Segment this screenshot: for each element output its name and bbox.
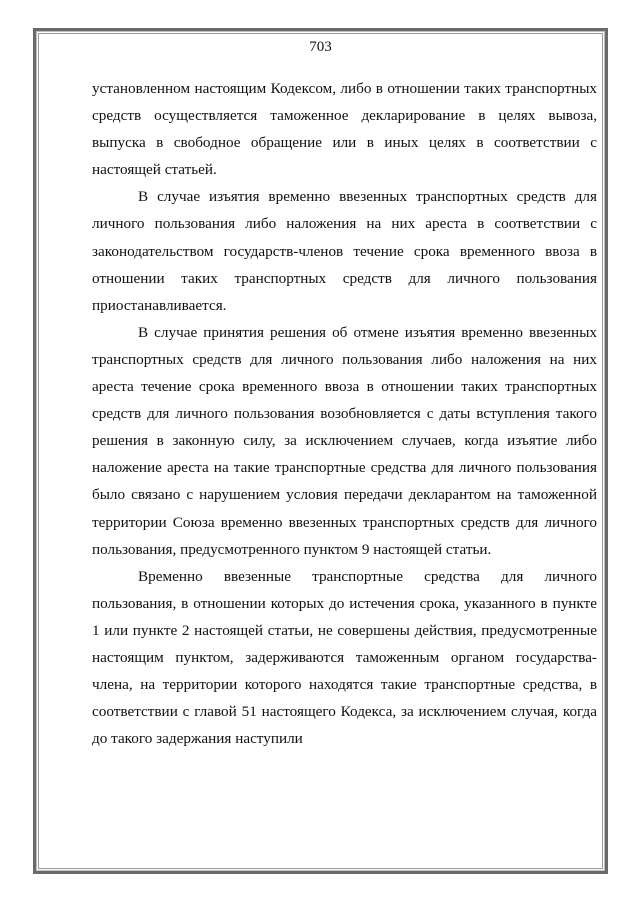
paragraph-seizure: В случае изъятия временно ввезенных транспортных средств для личного пользования либо наложения на них ареста в соответствии с законодательством государств-членов течение срока временного ввоза в отношении таких транспортных средств для личного пользования приостанавливается. [92, 188, 597, 314]
paragraph-cancellation: В случае принятия решения об отмене изъятия временно ввезенных транспортных средств для личного пользования либо наложения на них ареста течение срока временного ввоза в отношении таких транспортных средств для личного пользования возобновляется с даты вступления такого решения в законную силу, за исключением случаев, когда изъятие либо наложение ареста на такие транспортные средства для личного пользования было связано с нарушением условия передачи декларантом на таможенной территории Союза временно ввезенных транспортных средств для личного пользования, предусмотренного пунктом 9 настоящей статьи. [92, 323, 597, 558]
document-page [33, 28, 608, 874]
document-body [92, 75, 597, 752]
paragraph-detention: Временно ввезенные транспортные средства для личного пользования, в отношении которых до истечения срока, указанного в пункте 1 или пункте 2 настоящей статьи, не совершены действия, предусмотренные настоящим пунктом, задерживаются таможенным органом государства-члена, на территории которого находятся такие транспортные средства, в соответствии с главой 51 настоящего Кодекса, за исключением случая, когда до такого задержания наступили [92, 567, 597, 748]
page-number: 703 [309, 39, 332, 55]
paragraph-continuation: установленном настоящим Кодексом, либо в отношении таких транспортных средств осуществляется таможенное декларирование в целях вывоза, выпуска в свободное обращение или в иных целях в соответствии с настоящей статьей. [92, 80, 597, 179]
